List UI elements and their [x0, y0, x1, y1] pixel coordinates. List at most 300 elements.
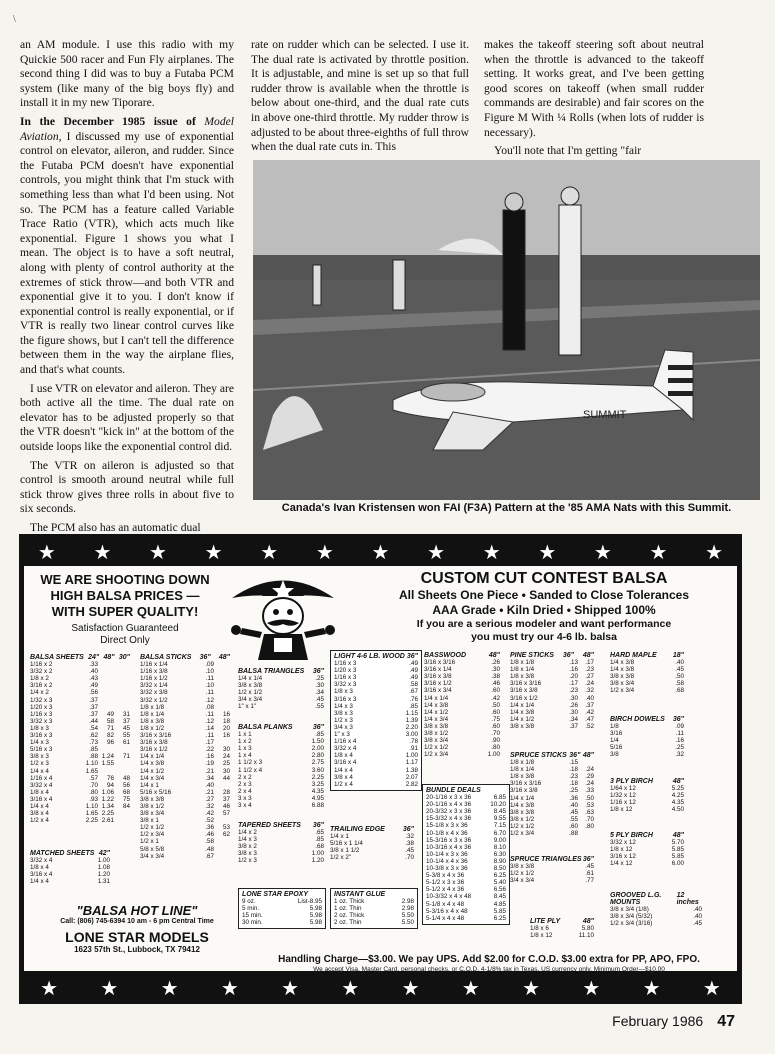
star-icon: ★ [204, 540, 223, 564]
item-size: 1 1/2 x 4 [238, 766, 263, 774]
item-price [214, 782, 230, 789]
item-price [114, 668, 130, 675]
table-row [242, 898, 322, 905]
item-size: 1/4 x 4 [30, 878, 49, 886]
item-size: 1/2 x 1/2 [424, 744, 449, 752]
item-size: 3/8 x 2 [238, 843, 257, 851]
table-row [334, 738, 418, 745]
item-size: 3/8 x 1/2 [510, 815, 535, 823]
table-row [610, 846, 684, 853]
item-price: .25 [315, 675, 324, 683]
table-row [424, 673, 500, 680]
table-row [610, 920, 702, 927]
item-price: 57 [222, 810, 230, 818]
item-size: 3/32 x 4 [30, 781, 53, 789]
item-price: .43 [89, 675, 98, 683]
price-table-basswood [424, 652, 500, 758]
item-size: 3/32 x 3/8 [140, 689, 168, 697]
item-size: 3/8 x 3/8 [510, 808, 535, 816]
item-price [114, 661, 130, 668]
item-price: 1.00 [487, 751, 500, 759]
price-table-epoxy [238, 888, 326, 929]
item-size: 3/16 x 12 [610, 853, 636, 861]
item-price: .88 [89, 753, 98, 761]
table-row [426, 872, 506, 879]
table-row [238, 752, 324, 759]
table-header [330, 826, 414, 833]
table-row [610, 799, 684, 806]
item-size: 3/8 x 3/8 [140, 795, 165, 803]
table-header-cell: GROOVED L.G. MOUNTS [610, 892, 662, 907]
item-price: 3.25 [311, 780, 324, 788]
item-size: 3/8 x 3/4 [424, 737, 449, 745]
item-price: 58 [106, 717, 114, 725]
item-size: 2 x 4 [238, 787, 252, 795]
item-size: 3/4 x 3/4 [510, 877, 535, 885]
item-size: 3/16 x 3/16 [510, 780, 542, 788]
item-price [214, 689, 230, 696]
table-row [424, 737, 500, 744]
item-price: 6.30 [493, 850, 506, 858]
table-row [610, 673, 684, 680]
item-price: .68 [315, 843, 324, 851]
item-price: 5.85 [493, 907, 506, 915]
item-price: 8.90 [493, 857, 506, 865]
ad-contact [32, 903, 242, 954]
item-price: 5.70 [671, 839, 684, 847]
item-size: 2 x 2 [238, 773, 252, 781]
item-price [98, 682, 114, 689]
price-table-bundle-deals [422, 784, 510, 925]
item-price: 6.25 [493, 872, 506, 880]
item-price [214, 704, 230, 711]
table-header-cell: LIGHT 4-6 LB. [334, 653, 381, 660]
star-icon: ★ [705, 540, 724, 564]
star-border-top [19, 538, 742, 566]
item-price: .58 [409, 681, 418, 689]
item-size: 10-3/32 x 4 x 48 [426, 893, 472, 901]
item-size: 2 x 3 [238, 780, 252, 788]
item-price: .11 [205, 689, 214, 697]
table-row [140, 689, 230, 696]
item-size: 3/8 x 3/4 (5/32) [610, 913, 653, 921]
table-header [510, 856, 594, 863]
item-price: .45 [585, 863, 594, 871]
plane-label: SUMMIT [583, 409, 627, 421]
item-price: .17 [585, 659, 594, 667]
item-size: 3 x 4 [238, 802, 252, 810]
item-price: .49 [409, 674, 418, 682]
item-price: .60 [491, 687, 500, 695]
table-row [30, 817, 130, 824]
item-size: 1/8 [610, 723, 619, 731]
item-size: 1/16 x 4 [30, 774, 53, 782]
item-size: 1/8 x 3 [334, 688, 353, 696]
company-address: 1623 57th St., Lubbock, TX 79412 [74, 945, 200, 954]
item-size: 1/4 x 1/4 [238, 675, 263, 683]
table-row [426, 901, 506, 908]
table-row [426, 893, 506, 900]
table-header-cell: 36" [569, 752, 581, 759]
item-size: 1/4 x 3 [334, 702, 353, 710]
price-table-landing-gear-mounts [610, 892, 702, 927]
table-row [140, 782, 230, 789]
table-row [238, 675, 324, 682]
item-price: .65 [315, 829, 324, 837]
table-header [30, 850, 110, 857]
item-size: 10-1/4 x 3 x 36 [426, 850, 468, 858]
table-row [610, 906, 702, 913]
item-size: 1/2 x 1/2 [510, 822, 535, 830]
item-price: 3.00 [405, 731, 418, 739]
item-size: 5/8 x 5/8 [140, 845, 165, 853]
item-price: .30 [315, 682, 324, 690]
item-size: 3/8 x 4 [30, 810, 49, 818]
item-size: 1/4 x 3 [238, 836, 257, 844]
table-header-cell: SPRUCE TRIANGLES [510, 856, 582, 863]
table-row [238, 829, 324, 836]
table-row [510, 666, 594, 673]
table-row [610, 744, 684, 751]
item-price: .17 [569, 680, 578, 688]
table-row [238, 857, 324, 864]
item-price [214, 697, 230, 704]
item-size: 1 oz. Thick [334, 898, 365, 906]
price-table-3-ply-birch [610, 778, 684, 813]
star-icon: ★ [37, 540, 56, 564]
item-price: 1.10 [85, 802, 98, 810]
item-size: 3/8 x 3/4 (1/8) [610, 906, 649, 914]
item-price [98, 746, 114, 753]
item-price: .80 [491, 744, 500, 752]
table-header-cell: LITE PLY [530, 918, 561, 925]
table-row [610, 839, 684, 846]
item-size: 1/4 x 3/4 [140, 774, 165, 782]
item-price [98, 704, 114, 711]
item-price: 20 [222, 724, 230, 732]
item-price: 94 [106, 781, 114, 789]
item-size: 5-1/8 x 4 x 48 [426, 900, 465, 908]
table-row [140, 675, 230, 682]
item-price: .24 [585, 780, 594, 788]
table-row [334, 781, 418, 788]
item-price [98, 675, 114, 682]
item-size: 1/16 x 3 [334, 674, 357, 682]
item-price: 45 [122, 724, 130, 732]
table-row [30, 711, 130, 718]
item-price: 1.22 [101, 795, 114, 803]
item-price: .22 [205, 746, 214, 754]
item-size: 1/8 x 6 [530, 925, 549, 933]
star-icon: ★ [315, 540, 334, 564]
item-size: 3/16 x 3/16 [510, 680, 542, 688]
table-header-cell: HARD MAPLE [610, 652, 657, 659]
item-size: 1/8 x 1/4 [510, 666, 535, 674]
item-price: .24 [585, 766, 594, 774]
item-price: .17 [205, 739, 214, 747]
paragraph: an AM module. I use this radio with my Quickie 500 racer and Fun Fly airplanes. The second thing I did was to buy a Futaba PCM system (like many of the big boys fly) and install it in my new Tiporare. [20, 38, 234, 110]
star-icon: ★ [371, 540, 390, 564]
table-row [334, 674, 418, 681]
table-row [510, 673, 594, 680]
price-table-tapered-sheets [238, 822, 324, 865]
table-row [426, 915, 506, 922]
advertisement [19, 534, 742, 1004]
item-price: .20 [569, 673, 578, 681]
paragraph: You'll note that I'm getting "fair [494, 144, 642, 158]
table-row [30, 775, 130, 782]
item-size: 3/16 x 2 [30, 682, 53, 690]
table-header-cell: 48" [582, 752, 594, 759]
item-size: 10-3/16 x 4 x 36 [426, 843, 472, 851]
item-price: 56 [122, 781, 130, 789]
item-size: 1/16 x 2 [30, 661, 53, 669]
table-row [424, 716, 500, 723]
page-footer [612, 1013, 735, 1031]
item-price: .36 [569, 794, 578, 802]
item-price: .36 [205, 824, 214, 832]
table-row [140, 796, 230, 803]
item-price: 1.06 [101, 788, 114, 796]
table-row [30, 661, 130, 668]
item-price: 5.98 [309, 912, 322, 920]
item-price: 1.00 [311, 850, 324, 858]
price-table-birch-dowels [610, 716, 684, 759]
item-price: .13 [569, 659, 578, 667]
item-price: 61 [122, 739, 130, 747]
table-row [334, 905, 414, 912]
item-size: 3/8 x 1/2 [424, 730, 449, 738]
item-price: .11 [205, 732, 214, 740]
ad-tagline: If you are a serious modeler and want performance [416, 618, 672, 630]
table-row [140, 732, 230, 739]
table-header [334, 891, 414, 898]
table-header-cell: BASSWOOD [424, 652, 466, 659]
table-row [510, 687, 594, 694]
item-size: 1/2 x 4 [334, 780, 353, 788]
item-size: 3/8 [610, 751, 619, 759]
item-size: 1 1/2 x 3 [238, 759, 263, 767]
item-size: 3/8 x 3/8 [510, 722, 535, 730]
table-row [140, 817, 230, 824]
item-price: .32 [585, 687, 594, 695]
item-price: .91 [409, 745, 418, 753]
item-size: 1/2 x 4 [30, 817, 49, 825]
item-size: 1/8 x 4 [30, 788, 49, 796]
item-size: 5/16 x 1 1/4 [330, 840, 363, 848]
item-price: .25 [675, 744, 684, 752]
item-price: .42 [491, 694, 500, 702]
item-size: 1/2 x 3 [30, 760, 49, 768]
item-size: 1/32 x 12 [610, 792, 636, 800]
item-price: 4.35 [311, 787, 324, 795]
item-price [214, 739, 230, 746]
item-price: .23 [569, 687, 578, 695]
table-row [238, 788, 324, 795]
item-price: .50 [675, 673, 684, 681]
item-size: 10-1/4 x 4 x 36 [426, 857, 468, 865]
item-size: 1/20 x 3 [334, 667, 357, 675]
item-price: 4.95 [311, 794, 324, 802]
table-row [242, 919, 322, 926]
item-size: 3/8 x 3/4 [610, 680, 635, 688]
table-row [30, 803, 130, 810]
item-price: 2.80 [311, 752, 324, 760]
table-row [424, 730, 500, 737]
table-header [610, 892, 702, 906]
table-row [610, 913, 702, 920]
item-size: 1/32 x 3 [30, 696, 53, 704]
table-header [610, 716, 684, 723]
item-price [214, 682, 230, 689]
item-price: 84 [122, 802, 130, 810]
table-row [426, 808, 506, 815]
item-price: .49 [409, 660, 418, 668]
item-price [214, 853, 230, 860]
item-price: 5.85 [671, 853, 684, 861]
item-price: 24 [222, 753, 230, 761]
headline-line: WITH SUPER QUALITY! [51, 604, 199, 619]
item-price: .37 [89, 710, 98, 718]
ad-tagline: you must try our 4-6 lb. balsa [471, 631, 617, 643]
item-price: .32 [405, 833, 414, 841]
item-price: .58 [675, 680, 684, 688]
star-icon: ★ [260, 540, 279, 564]
table-row [424, 680, 500, 687]
item-size: 1/4 x 1/4 [424, 694, 449, 702]
item-price: 1.65 [85, 767, 98, 775]
table-row [510, 680, 594, 687]
item-size: 3/8 x 3 [30, 753, 49, 761]
item-price: .37 [89, 696, 98, 704]
item-price: .44 [89, 717, 98, 725]
table-row [334, 745, 418, 752]
item-size: 1/8 x 1/8 [140, 703, 165, 711]
item-price: 1.55 [101, 760, 114, 768]
item-price: 5.25 [671, 785, 684, 793]
item-size: 3/8 x 4 [334, 773, 353, 781]
table-header [238, 724, 324, 731]
item-price: .24 [585, 680, 594, 688]
item-price: .26 [491, 659, 500, 667]
item-price: 6.70 [493, 829, 506, 837]
item-size: 3/4 x 3/4 [238, 696, 263, 704]
item-price: .12 [205, 717, 214, 725]
table-header-cell: 48" [582, 918, 594, 925]
item-size: 1/4 x 12 [610, 860, 633, 868]
item-price: .46 [205, 831, 214, 839]
table-row [242, 905, 322, 912]
text-column-1 [20, 38, 234, 540]
item-price [114, 746, 130, 753]
item-size: 9 oz. [242, 898, 256, 906]
item-price: 1.38 [405, 766, 418, 774]
item-price: .78 [409, 738, 418, 746]
price-table-pine-sticks [510, 652, 594, 730]
price-table-balsa-triangles [238, 668, 324, 711]
item-price: .42 [205, 810, 214, 818]
item-size: 1/64 x 12 [610, 785, 636, 793]
item-size: 1 x 1 [238, 731, 252, 739]
paragraph-text: I discussed my use of exponential control on elevator, aileron, and rudder. Since the Futaba PCM doesn't have exponential controls, you might think that I'm stuck with something less than what I'd been using. Not so. The PCM has a feature called Variable Trace Ratio (VTR), which acts much like exponential. Figure 1 shows you what I mean. The object is to have a soft neutral, along with plenty of control authority at the extremes of stick throw—and both VTR and exponential give it to you. I don't know if exponential control is really exponential, or if VTR is really two linear control curves like the figure shows, but I can't tell the difference between them in the way the airplane flies, and that's what counts. [20, 129, 234, 377]
item-size: 1/4 x 1 [140, 781, 159, 789]
table-row [426, 908, 506, 915]
table-row [510, 863, 594, 870]
table-header-cell: INSTANT GLUE [334, 891, 386, 898]
item-price: .57 [89, 774, 98, 782]
table-row [140, 697, 230, 704]
table-row [330, 840, 414, 847]
table-row [140, 739, 230, 746]
item-price: .67 [205, 852, 214, 860]
table-row [140, 668, 230, 675]
table-row [510, 773, 594, 780]
item-price [214, 838, 230, 845]
photo-illustration [253, 160, 760, 500]
table-header-cell: 12 inches [676, 892, 699, 907]
magazine-title: Model Aviation, [20, 114, 234, 143]
item-size: 1/4 x 1/2 [510, 715, 535, 723]
headline-line: WE ARE SHOOTING DOWN [40, 572, 210, 587]
item-price [214, 661, 230, 668]
item-size: 1/4 x 1/2 [424, 708, 449, 716]
item-price: 6.00 [671, 860, 684, 868]
item-price: .75 [491, 715, 500, 723]
item-size: 3/16 [610, 730, 623, 738]
table-row [140, 824, 230, 831]
item-size: 5/16 [610, 744, 623, 752]
item-size: 1/4 x 1/4 [140, 753, 165, 761]
table-row [426, 837, 506, 844]
item-size: 1/4 x 1 [330, 833, 349, 841]
item-size: 1/8 x 1/4 [140, 710, 165, 718]
table-row [30, 704, 130, 711]
item-size: 3/16 x 4 [30, 795, 53, 803]
item-size: 5/16 x 3 [30, 746, 53, 754]
table-row [426, 830, 506, 837]
item-size: 1/4 x 3/4 [424, 715, 449, 723]
item-size: 1/4 x 3/8 [510, 708, 535, 716]
item-price: .09 [205, 661, 214, 669]
table-row [140, 725, 230, 732]
star-border-bottom [19, 974, 742, 1002]
item-price: 2.25 [311, 773, 324, 781]
table-row [510, 695, 594, 702]
table-row [140, 768, 230, 775]
item-size: 1/2 x 2" [330, 854, 352, 862]
table-row [238, 689, 324, 696]
cowboy-logo-icon [222, 568, 344, 664]
item-price: 37 [222, 795, 230, 803]
table-row [238, 731, 324, 738]
table-row [30, 857, 110, 864]
item-price: .45 [405, 847, 414, 855]
item-size: 2 oz. Thin [334, 919, 362, 927]
item-size: 1/16 x 12 [610, 799, 636, 807]
item-price [578, 759, 594, 766]
item-price: .61 [585, 870, 594, 878]
company-name: LONE STAR MODELS [65, 929, 209, 945]
item-size: 3/8 x 1/2 [140, 802, 165, 810]
table-header-cell: 48" [672, 832, 684, 839]
paragraph [20, 115, 234, 378]
item-size: 2 oz. Thick [334, 912, 365, 920]
item-price: .55 [569, 815, 578, 823]
table-header-cell: BUNDLE DEALS [426, 787, 481, 794]
item-price: 9.55 [493, 815, 506, 823]
item-price: .70 [585, 815, 594, 823]
item-size: 1/4 [610, 737, 619, 745]
